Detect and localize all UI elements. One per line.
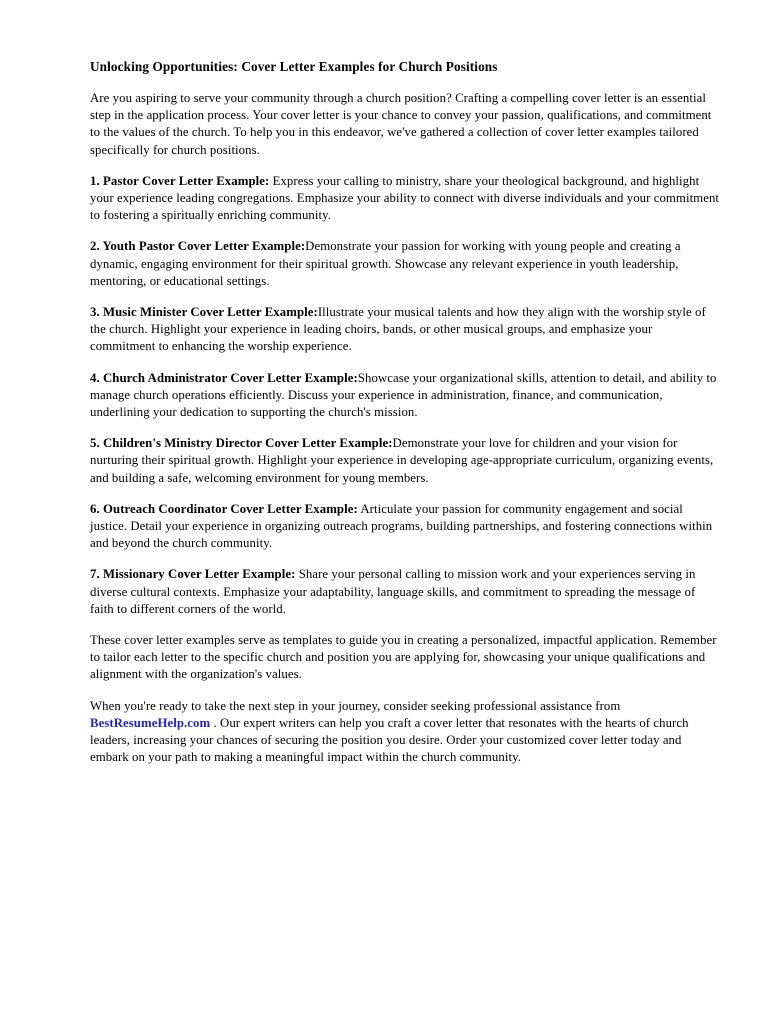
closing-paragraph	[90, 698, 720, 767]
section-lead-in-2: 2. Youth Pastor Cover Letter Example:	[90, 239, 306, 254]
section-lead-in-5: 5. Children's Ministry Director Cover Letter Example:	[90, 436, 393, 451]
document-body	[90, 58, 720, 767]
section-paragraph-1	[90, 173, 720, 225]
section-body-6: Articulate your passion for community engagement and social justice. Detail your experience in organizing outreach programs, building partnerships, and fostering connections within and beyond the church community.	[90, 501, 713, 551]
section-paragraph-5	[90, 435, 720, 487]
section-paragraph-4	[90, 370, 720, 422]
section-body-3: Illustrate your musical talents and how they align with the worship style of the church. Highlight your experience in leading choirs, bands, or other musical groups, and emphasize your commitment to enhancing the worship experience.	[90, 305, 706, 354]
section-lead-in-4: 4. Church Administrator Cover Letter Example:	[90, 370, 358, 385]
intro-paragraph: Are you aspiring to serve your community through a church position? Crafting a compelling cover letter is an essential step in the application process. Your cover letter is your chance to convey your passion, qualifications, and commitment to the values of the church. To help you in this endeavor, we've gathered a collection of cover letter examples tailored specifically for church positions.	[90, 91, 712, 157]
section-lead-in-1: 1. Pastor Cover Letter Example:	[90, 173, 270, 188]
section-body-4: Showcase your organizational skills, attention to detail, and ability to manage church operations efficiently. Discuss your experience in administration, finance, and communication, underlining your dedication to supporting the church's mission.	[90, 370, 717, 420]
bestresumehelp-link[interactable]: BestResumeHelp.com	[90, 715, 211, 730]
summary-paragraph: These cover letter examples serve as templates to guide you in creating a personalized, impactful application. Remember to tailor each letter to the specific church and position you are applying for, showcasing your unique qualifications and alignment with the organization's values.	[90, 633, 717, 682]
section-paragraph-2	[90, 238, 720, 290]
section-paragraph-7	[90, 566, 720, 618]
section-body-7: Share your personal calling to mission work and your experiences serving in diverse cultural contexts. Emphasize your adaptability, language skills, and commitment to spreading the message of faith to different corners of the world.	[90, 567, 696, 616]
section-body-2: Demonstrate your passion for working with young people and creating a dynamic, engaging environment for their spiritual growth. Showcase any relevant experience in youth leadership, mentoring, or educational settings.	[90, 239, 681, 288]
section-lead-in-3: 3. Music Minister Cover Letter Example:	[90, 305, 318, 320]
section-body-1: Express your calling to ministry, share your theological background, and highlight your experience leading congregations. Emphasize your ability to connect with diverse individuals and your commitment to fostering a spiritually enriching community.	[90, 173, 720, 223]
page-title: Unlocking Opportunities: Cover Letter Examples for Church Positions	[90, 59, 498, 74]
section-body-5: Demonstrate your love for children and your vision for nurturing their spiritual growth. Highlight your experience in developing age-appropriate curriculum, organizing events, and building a safe, welcoming environment for young members.	[90, 436, 714, 485]
section-lead-in-7: 7. Missionary Cover Letter Example:	[90, 567, 296, 582]
section-lead-in-6: 6. Outreach Coordinator Cover Letter Example:	[90, 501, 358, 516]
closing-text-before-link: When you're ready to take the next step in your journey, consider seeking professional assistance from	[90, 698, 621, 713]
section-paragraph-6	[90, 501, 720, 553]
section-paragraph-3	[90, 304, 720, 356]
closing-text-after-link: . Our expert writers can help you craft a cover letter that resonates with the hearts of church leaders, increasing your chances of securing the position you desire. Order your customized cover letter today and embark on your path to making a meaningful impact within the church community.	[90, 715, 689, 765]
